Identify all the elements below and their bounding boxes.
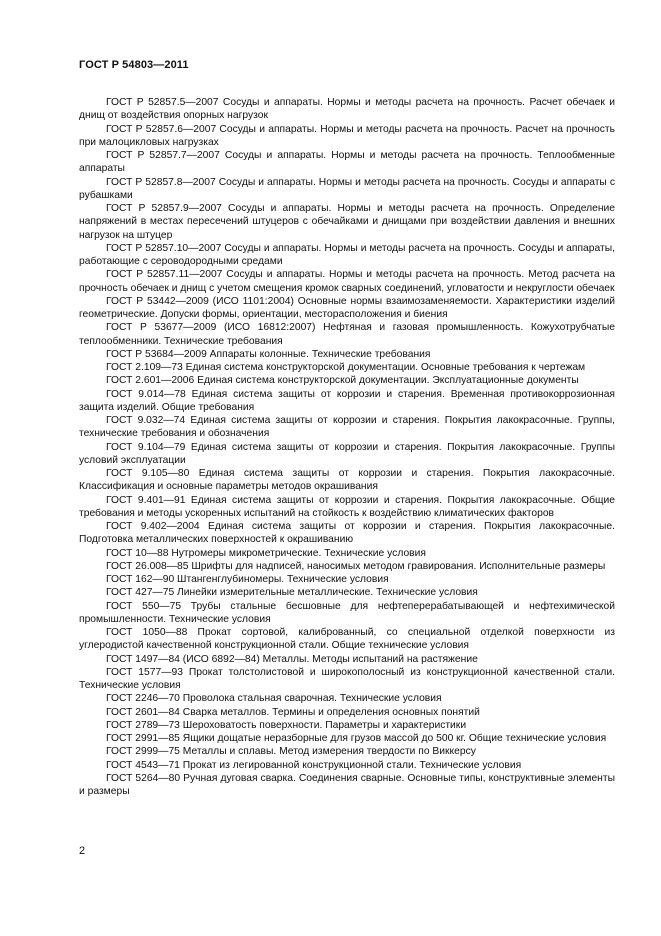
reference-entry: ГОСТ 162—90 Штангенглубиномеры. Технические условия [106, 574, 389, 585]
reference-entry: ГОСТ Р 52857.10—2007 Сосуды и аппараты. Нормы и методы расчета на прочность. Сосуды и аппараты, работающие с сероводородными средами [79, 242, 615, 267]
page-header-standard-code: ГОСТ Р 54803—2011 [79, 59, 189, 71]
reference-entry: ГОСТ 5264—80 Ручная дуговая сварка. Соединения сварные. Основные типы, конструктивные элементы и размеры [79, 772, 615, 797]
reference-entry: ГОСТ Р 53684—2009 Аппараты колонные. Технические требования [106, 348, 431, 360]
reference-entry: ГОСТ Р 52857.11—2007 Сосуды и аппараты. Нормы и методы расчета на прочность. Метод расчета на прочность обечаек и днищ с учетом смещения кромок сварных соединений, угловатости и некруглости обечаек [79, 269, 615, 294]
reference-entry: ГОСТ 2.601—2006 Единая система конструкторской документации. Эксплуатационные документы [106, 375, 579, 387]
reference-entry: ГОСТ 1497—84 (ИСО 6892—84) Металлы. Методы испытаний на растяжение [106, 653, 478, 665]
reference-entry: ГОСТ 10—88 Нутромеры микрометрические. Технические условия [106, 547, 426, 559]
page-number: 2 [79, 845, 86, 857]
reference-entry: ГОСТ 9.032—74 Единая система защиты от коррозии и старения. Покрытия лакокрасочные. Группы, технические требования и обозначения [79, 415, 615, 440]
reference-entry: ГОСТ 2246—70 Проволока стальная сварочная. Технические условия [106, 693, 442, 705]
reference-entry: ГОСТ 9.014—78 Единая система защиты от коррозии и старения. Временная противокоррозионная защита изделий. Общие требования [79, 388, 615, 413]
reference-entry: ГОСТ Р 52857.5—2007 Сосуды и аппараты. Нормы и методы расчета на прочность. Расчет обечаек и днищ от воздействия опорных нагрузок [79, 97, 615, 122]
reference-entry: ГОСТ 2789—73 Шероховатость поверхности. Параметры и характеристики [106, 719, 467, 731]
reference-entry: ГОСТ 2991—85 Ящики дощатые неразборные для грузов массой до 500 кг. Общие технические условия [106, 733, 607, 744]
reference-entry: ГОСТ 2.109—73 Единая система конструкторской документации. Основные требования к чертежам [106, 362, 586, 373]
reference-entry: ГОСТ 9.104—79 Единая система защиты от коррозии и старения. Покрытия лакокрасочные. Группы условий эксплуатации [79, 441, 615, 466]
reference-entry: ГОСТ 550—75 Трубы стальные бесшовные для нефтеперерабатывающей и нефтехимической промышленности. Технические условия [79, 600, 615, 625]
reference-entry: ГОСТ 427—75 Линейки измерительные металлические. Технические условия [106, 587, 478, 599]
reference-entry: ГОСТ 1577—93 Прокат толстолистовой и широкополосный из конструкционной качественной стали. Технические условия [79, 666, 615, 691]
reference-entry: ГОСТ 2601—84 Сварка металлов. Термины и определения основных понятий [106, 706, 480, 718]
reference-entry: ГОСТ 2999—75 Металлы и сплавы. Метод измерения твердости по Виккерсу [106, 746, 476, 758]
reference-entry: ГОСТ 26.008—85 Шрифты для надписей, наносимых методом гравирования. Исполнительные размеры [106, 560, 606, 572]
reference-entry: ГОСТ 9.105—80 Единая система защиты от коррозии и старения. Покрытия лакокрасочные. Классификация и основные параметры методов окрашивания [79, 468, 615, 493]
reference-entry: ГОСТ Р 52857.6—2007 Сосуды и аппараты. Нормы и методы расчета на прочность. Расчет на прочность при малоцикловых нагрузках [79, 123, 615, 148]
reference-entry: ГОСТ 9.401—91 Единая система защиты от коррозии и старения. Покрытия лакокрасочные. Общие требования и методы ускоренных испытаний на стойкость к воздействию климатических факторов [79, 494, 615, 519]
reference-entry: ГОСТ Р 52857.7—2007 Сосуды и аппараты. Нормы и методы расчета на прочность. Теплообменные аппараты [79, 150, 615, 175]
reference-entry: ГОСТ 9.402—2004 Единая система защиты от коррозии и старения. Покрытия лакокрасочные. Подготовка металлических поверхностей к окрашиванию [79, 521, 615, 546]
reference-entry: ГОСТ Р 52857.9—2007 Сосуды и аппараты. Нормы и методы расчета на прочность. Определение напряжений в местах пересечений штуцеров с обечайками и днищами при воздействии давления и внешних нагрузок на штуцер [79, 203, 615, 241]
reference-entry: ГОСТ Р 53442—2009 (ИСО 1101:2004) Основные нормы взаимозаменяемости. Характеристики изделий геометрические. Допуски формы, ориентации, месторасположения и биения [79, 295, 615, 320]
normative-references-list [79, 96, 615, 798]
reference-entry: ГОСТ 4543—71 Прокат из легированной конструкционной стали. Технические условия [106, 759, 522, 771]
reference-entry: ГОСТ Р 52857.8—2007 Сосуды и аппараты. Нормы и методы расчета на прочность. Сосуды и аппараты с рубашками [79, 176, 615, 201]
reference-entry: ГОСТ Р 53677—2009 (ИСО 16812:2007) Нефтяная и газовая промышленность. Кожухотрубчатые теплообменники. Технические требования [79, 322, 615, 347]
reference-entry: ГОСТ 1050—88 Прокат сортовой, калиброванный, со специальной отделкой поверхности из углеродистой качественной конструкционной стали. Общие технические условия [79, 627, 615, 652]
